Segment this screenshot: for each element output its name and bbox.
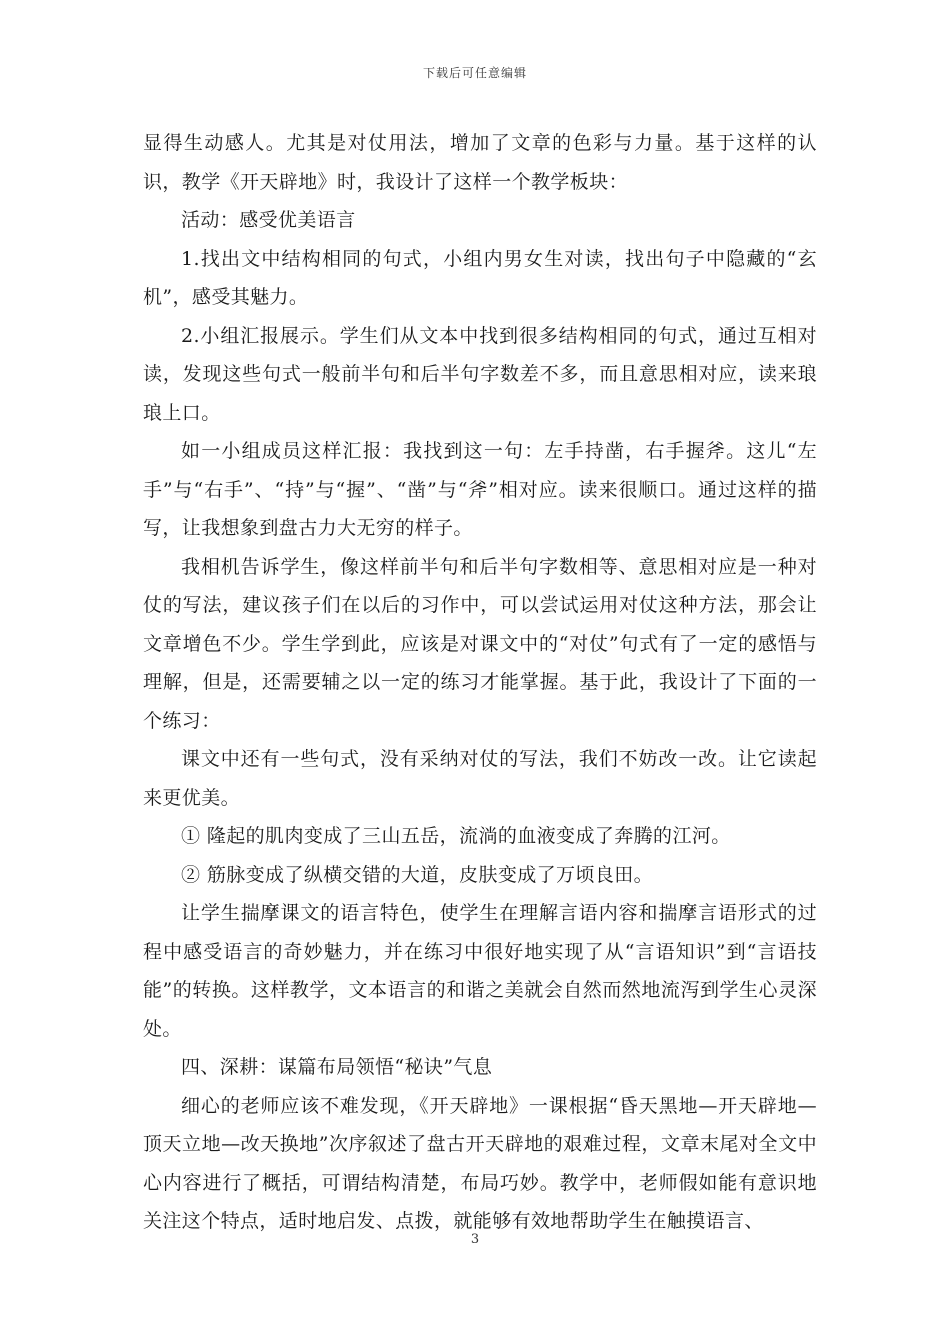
document-body: [143, 124, 817, 1241]
paragraph-teacher-explains: 我相机告诉学生，像这样前半句和后半句字数相等、意思相对应是一种对仗的写法，建议孩子们在以后的习作中，可以尝试运用对仗这种方法，那会让文章增色不少。学生学到此，应该是对课文中的“对仗”句式有了一定的感悟与理解，但是，还需要辅之以一定的练习才能掌握。基于此，我设计了下面的一个练习：: [143, 555, 817, 732]
paragraph-exercise-intro: 课文中还有一些句式，没有采纳对仗的写法，我们不妨改一改。让它读起来更优美。: [143, 748, 817, 809]
page-header: 下载后可任意编辑: [422, 66, 527, 80]
paragraph-structure: 细心的老师应该不难发现，《开天辟地》一课根据“昏天黑地—开天辟地—顶天立地—改天换地”次序叙述了盘古开天辟地的艰难过程，文章末尾对全文中心内容进行了概括，可谓结构清楚，布局巧妙。教学中，老师假如能有意识地关注这个特点，适时地启发、点拨，就能够有效地帮助学生在触摸语言、: [143, 1094, 817, 1232]
page-number: 3: [470, 1232, 480, 1247]
activity-heading: 活动：感受优美语言: [181, 209, 356, 231]
paragraph-summary: 让学生揣摩课文的语言特色，使学生在理解言语内容和揣摩言语形式的过程中感受语言的奇妙魅力，并在练习中很好地实现了从“言语知识”到“言语技能”的转换。这样教学，文本语言的和谐之美就会自然而然地流泻到学生心灵深处。: [143, 902, 817, 1040]
paragraph-continuation: 显得生动感人。尤其是对仗用法，增加了文章的色彩与力量。基于这样的认识，教学《开天辟地》时，我设计了这样一个教学板块：: [143, 132, 817, 193]
section-heading-4: 四、深耕：谋篇布局领悟“秘诀”气息: [181, 1056, 493, 1078]
exercise-item-1: ① 隆起的肌肉变成了三山五岳，流淌的血液变成了奔腾的江河。: [181, 825, 731, 847]
paragraph-step-1: 1.找出文中结构相同的句式，小组内男女生对读，找出句子中隐藏的“玄机”，感受其魅力。: [143, 247, 817, 308]
paragraph-step-2: 2.小组汇报展示。学生们从文本中找到很多结构相同的句式，通过互相对读，发现这些句式一般前半句和后半句字数差不多，而且意思相对应，读来琅琅上口。: [143, 324, 817, 424]
paragraph-group-report: 如一小组成员这样汇报：我找到这一句：左手持凿，右手握斧。这儿“左手”与“右手”、“持”与“握”、“凿”与“斧”相对应。读来很顺口。通过这样的描写，让我想象到盘古力大无穷的样子。: [143, 440, 817, 539]
exercise-item-2: ② 筋脉变成了纵横交错的大道，皮肤变成了万顷良田。: [181, 863, 654, 886]
